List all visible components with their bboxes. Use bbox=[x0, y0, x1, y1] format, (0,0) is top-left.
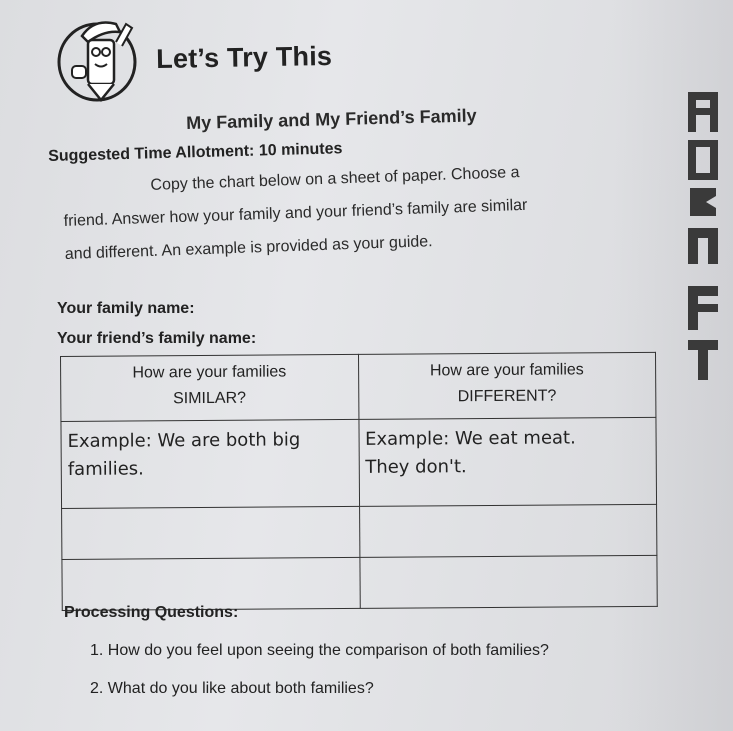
blank-cell bbox=[359, 555, 657, 608]
example-similar-line2: families. bbox=[67, 458, 144, 480]
example-different-cell bbox=[358, 417, 656, 506]
time-allotment: Suggested Time Allotment: 10 minutes bbox=[48, 140, 343, 165]
friend-family-name-label: Your friend’s family name: bbox=[57, 330, 257, 347]
example-different-line1: Example: We eat meat. bbox=[365, 427, 576, 450]
header-similar bbox=[61, 354, 359, 421]
pencil-mascot-icon bbox=[54, 12, 140, 104]
instructions-line-2: friend. Answer how your family and your friend’s family are similar bbox=[63, 196, 528, 230]
header-similar-line2: SIMILAR? bbox=[173, 389, 247, 408]
example-different-line2: They don't. bbox=[365, 456, 467, 478]
question-2: 2. What do you like about both families? bbox=[90, 680, 374, 697]
activity-subtitle: My Family and My Friend’s Family bbox=[186, 105, 477, 133]
table-header-row bbox=[61, 352, 656, 421]
comparison-chart bbox=[60, 352, 658, 611]
example-similar-line1: Example: We are both big bbox=[67, 429, 301, 452]
header-similar-line1: How are your families bbox=[132, 363, 287, 382]
page-title: Let’s Try This bbox=[156, 40, 333, 74]
deped-logo-icon bbox=[680, 92, 730, 392]
family-name-label: Your family name: bbox=[57, 300, 195, 317]
table-row bbox=[62, 555, 657, 610]
table-row bbox=[61, 417, 657, 508]
header-different-line2: DIFFERENT? bbox=[457, 387, 557, 406]
blank-cell bbox=[62, 557, 360, 610]
instructions-line-3: and different. An example is provided as your guide. bbox=[64, 233, 433, 263]
instructions-line-1: Copy the chart below on a sheet of paper. Choose a bbox=[150, 164, 520, 194]
example-similar-cell bbox=[61, 419, 359, 508]
question-1: 1. How do you feel upon seeing the comparison of both families? bbox=[90, 642, 549, 659]
blank-cell bbox=[359, 504, 657, 557]
header-different bbox=[358, 352, 656, 419]
blank-cell bbox=[62, 506, 360, 559]
table-row bbox=[62, 504, 657, 559]
instructions bbox=[62, 151, 665, 271]
header-different-line1: How are your families bbox=[429, 361, 584, 380]
processing-questions-title: Processing Questions: bbox=[64, 604, 239, 621]
